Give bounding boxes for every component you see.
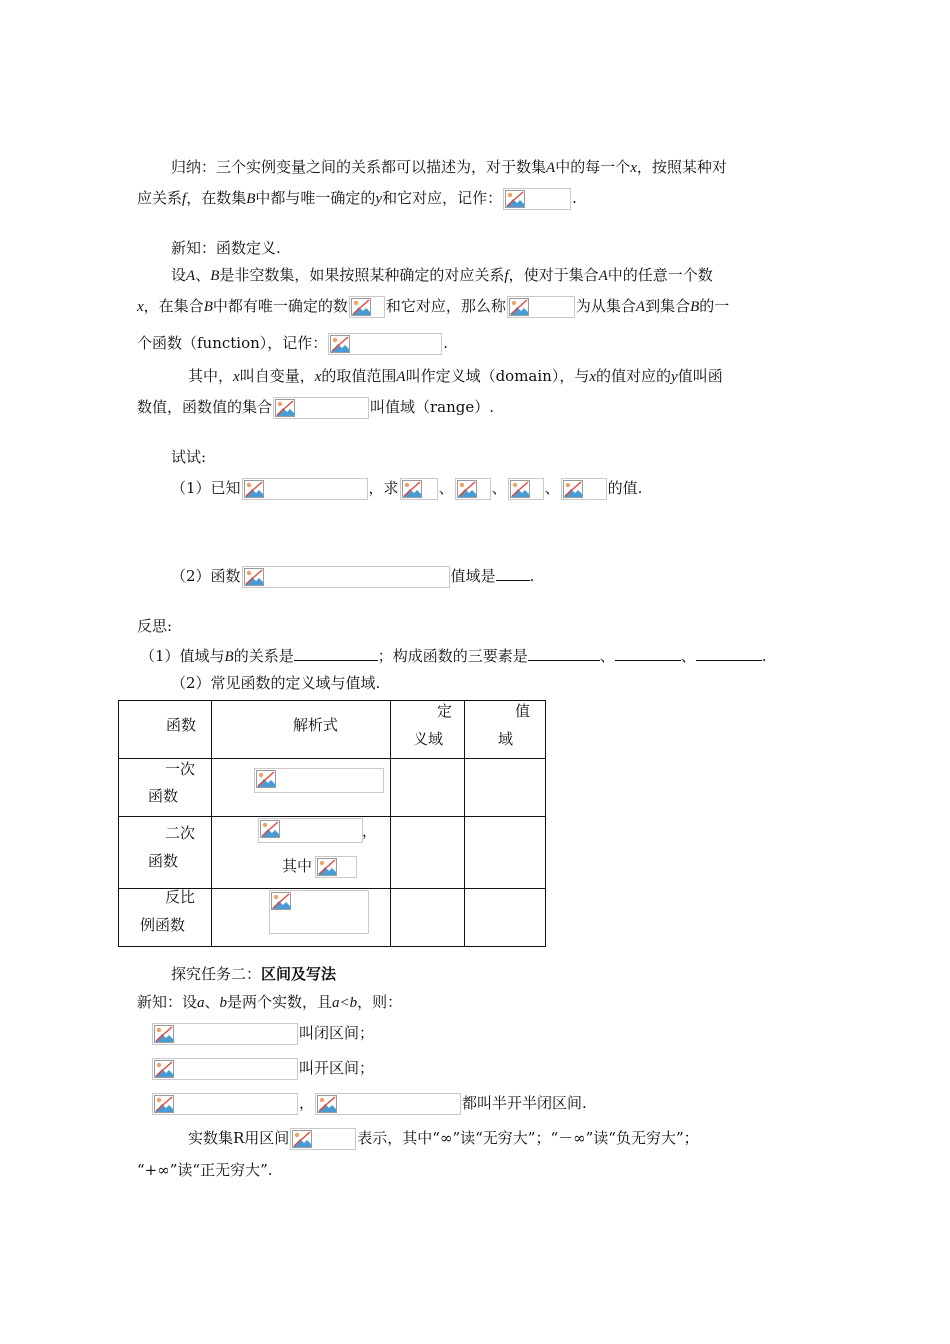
text: 、 <box>680 647 696 665</box>
var-y: y <box>671 369 678 385</box>
picture-glyph <box>509 298 529 316</box>
text: ，使对于集合 <box>508 266 599 284</box>
header-range-2: 域 <box>498 730 514 748</box>
var-a: A <box>546 160 556 176</box>
text: 中的每一个 <box>555 158 631 176</box>
var-x: x <box>233 369 240 385</box>
definition-line1 <box>171 265 713 286</box>
var-a: A <box>396 369 406 385</box>
var-x: x <box>137 299 144 315</box>
text: 和它对应，记作： <box>382 189 503 207</box>
broken-image-icon <box>242 566 450 588</box>
closed-interval-line <box>151 1023 374 1045</box>
reflect-question-2: （2）常见函数的定义域与值域. <box>171 674 381 692</box>
row-name-1: 反比 <box>165 888 196 906</box>
text: 中都有唯一确定的数 <box>212 297 348 315</box>
text: （2）函数 <box>171 567 241 585</box>
text: 的值对应的 <box>596 367 672 385</box>
definition-line3 <box>137 333 448 355</box>
row-name-2: 例函数 <box>140 916 186 934</box>
half-open-interval-line <box>151 1093 587 1115</box>
answer-blank[interactable] <box>528 646 600 661</box>
var-a: A <box>598 268 608 284</box>
picture-glyph <box>510 480 530 498</box>
var-y: y <box>375 191 383 207</box>
text: . <box>761 647 767 665</box>
text: ， <box>299 1094 315 1112</box>
table-row <box>119 889 546 947</box>
text: 、 <box>544 479 560 497</box>
text: 设 <box>171 266 187 284</box>
task2-intro <box>137 992 402 1013</box>
text: 其中， <box>188 367 234 385</box>
definition-line5 <box>137 397 494 419</box>
text: 、 <box>599 647 615 665</box>
broken-image-icon <box>273 397 369 419</box>
var-x: x <box>630 160 637 176</box>
text: 叫值域（range）. <box>370 398 495 416</box>
text: 表示，其中“∞”读“无穷大”；“－∞”读“负无穷大”； <box>357 1129 699 1147</box>
broken-image-icon <box>152 1058 298 1080</box>
broken-image-icon <box>152 1093 298 1115</box>
text: 是两个实数，且 <box>227 993 333 1011</box>
picture-glyph <box>457 480 477 498</box>
try-title: 试试: <box>171 448 207 466</box>
text: . <box>443 334 449 352</box>
text: 叫作定义域（domain），与 <box>405 367 590 385</box>
picture-glyph <box>317 1095 337 1113</box>
real-set-line2: “+∞”读“正无穷大”. <box>137 1161 273 1179</box>
text: 和它对应，那么称 <box>385 297 506 315</box>
text: 叫开区间； <box>299 1059 375 1077</box>
task2-title <box>171 964 336 984</box>
header-cell <box>391 701 465 759</box>
answer-blank[interactable] <box>696 646 762 661</box>
picture-glyph <box>154 1060 174 1078</box>
where-label: 其中 <box>282 857 313 875</box>
text: ，求 <box>368 479 399 497</box>
row-formula-cell <box>212 759 391 817</box>
para1-line1 <box>171 157 727 178</box>
picture-glyph <box>154 1025 174 1043</box>
row-name-cell <box>119 889 212 947</box>
text: ；构成函数的三要素是 <box>377 647 528 665</box>
var-x: x <box>589 369 596 385</box>
reflect-question-1 <box>140 646 767 667</box>
text: 、 <box>438 479 454 497</box>
header-function: 函数 <box>166 716 197 734</box>
para1-line2 <box>137 188 577 210</box>
text: 、 <box>204 993 220 1011</box>
header-range-1: 值 <box>515 702 531 720</box>
table-header-row <box>119 701 546 759</box>
definition-title: 新知：函数定义. <box>171 239 281 257</box>
var-a: A <box>186 268 196 284</box>
broken-image-icon <box>503 188 571 210</box>
row-name-cell <box>119 759 212 817</box>
text: 为从集合 <box>575 297 636 315</box>
picture-glyph <box>505 190 525 208</box>
row-name-1: 二次 <box>165 824 196 842</box>
broken-image-icon <box>269 890 369 934</box>
header-formula: 解析式 <box>293 716 339 734</box>
picture-glyph <box>275 399 295 417</box>
header-domain-2: 义域 <box>413 730 444 748</box>
text: ，按照某种对 <box>636 158 727 176</box>
picture-glyph <box>351 298 371 316</box>
broken-image-icon <box>258 818 363 843</box>
var-b: b <box>219 995 228 1011</box>
row-formula-cell <box>212 817 391 889</box>
text: 应关系 <box>137 189 183 207</box>
inequality: a<b <box>332 995 358 1011</box>
text: 实数集R用区间 <box>188 1129 290 1147</box>
var-b: B <box>690 299 700 315</box>
broken-image-icon <box>507 296 575 318</box>
var-x: x <box>314 369 322 385</box>
var-a: A <box>635 299 646 315</box>
text: 值叫函 <box>677 367 723 385</box>
header-cell <box>212 701 391 759</box>
text: 是非空数集，如果按照某种确定的对应关系 <box>219 266 505 284</box>
var-f: f <box>182 191 187 207</box>
broken-image-icon <box>242 478 368 500</box>
row-range-cell <box>465 817 546 889</box>
row-name-cell <box>119 817 212 889</box>
var-b: B <box>210 268 220 284</box>
open-interval-line <box>151 1058 374 1080</box>
picture-glyph <box>402 480 422 498</box>
var-b: B <box>246 191 256 207</box>
header-cell <box>119 701 212 759</box>
answer-blank[interactable] <box>294 646 378 661</box>
header-cell <box>465 701 546 759</box>
header-domain-1: 定 <box>437 702 453 720</box>
try-question-2 <box>171 566 534 588</box>
row-domain-cell <box>391 759 465 817</box>
real-set-line1 <box>188 1128 699 1150</box>
text: 叫闭区间； <box>299 1024 375 1042</box>
table-row <box>119 817 546 889</box>
picture-glyph <box>256 770 276 788</box>
picture-glyph <box>330 335 350 353</box>
row-formula-cell <box>212 889 391 947</box>
var-b: B <box>224 649 234 665</box>
var-a: a <box>197 995 205 1011</box>
picture-glyph <box>244 568 264 586</box>
answer-blank[interactable] <box>496 566 530 581</box>
row-domain-cell <box>391 889 465 947</box>
row-range-cell <box>465 889 546 947</box>
broken-image-icon <box>152 1023 298 1045</box>
text: 的关系是 <box>233 647 294 665</box>
definition-line4 <box>188 366 723 387</box>
broken-image-icon <box>349 296 385 318</box>
text: 新知：设 <box>137 993 198 1011</box>
text: ，则： <box>357 993 403 1011</box>
broken-image-icon <box>290 1128 356 1150</box>
text: ，在集合 <box>143 297 204 315</box>
text: 归纳：三个实例变量之间的关系都可以描述为，对于数集 <box>171 158 547 176</box>
picture-glyph <box>244 480 264 498</box>
broken-image-icon <box>561 478 607 500</box>
text: 探究任务二： <box>171 965 262 983</box>
row-range-cell <box>465 759 546 817</box>
table-row <box>119 759 546 817</box>
text: ，在数集 <box>186 189 247 207</box>
try-question-1 <box>171 478 642 500</box>
row-domain-cell <box>391 817 465 889</box>
row-name-1: 一次 <box>165 760 196 778</box>
var-b: B <box>203 299 213 315</box>
broken-image-icon <box>315 1093 461 1115</box>
text: 的取值范围 <box>321 367 397 385</box>
task2-title-bold: 区间及写法 <box>261 965 337 983</box>
text: . <box>572 189 577 207</box>
picture-glyph <box>563 480 583 498</box>
text: 的值. <box>607 479 643 497</box>
broken-image-icon <box>508 478 544 500</box>
broken-image-icon <box>400 478 438 500</box>
text: 数值，函数值的集合 <box>137 398 273 416</box>
picture-glyph <box>260 820 280 838</box>
broken-image-icon <box>455 478 491 500</box>
text: 、 <box>491 479 507 497</box>
text: 中都与唯一确定的 <box>255 189 376 207</box>
text: 都叫半开半闭区间. <box>462 1094 587 1112</box>
row-name-2: 函数 <box>148 787 179 805</box>
var-f: f <box>504 268 509 284</box>
answer-blank[interactable] <box>615 646 681 661</box>
picture-glyph <box>271 892 291 910</box>
text: 叫自变量， <box>239 367 315 385</box>
text: 个函数（function），记作： <box>137 334 328 352</box>
text: （1）值域与 <box>140 647 225 665</box>
comma: ， <box>362 822 378 840</box>
picture-glyph <box>292 1130 312 1148</box>
text: . <box>529 567 535 585</box>
reflect-title: 反思: <box>137 617 173 635</box>
definition-line2 <box>137 296 729 318</box>
row-name-2: 函数 <box>148 852 179 870</box>
picture-glyph <box>154 1095 174 1113</box>
text: 、 <box>195 266 211 284</box>
function-table <box>118 700 546 947</box>
text: 值域是 <box>450 567 496 585</box>
broken-image-icon <box>328 333 442 355</box>
picture-glyph <box>317 858 337 876</box>
text: 中的任意一个数 <box>607 266 713 284</box>
text: 的一 <box>699 297 730 315</box>
text: 到集合 <box>645 297 691 315</box>
text: （1）已知 <box>171 479 241 497</box>
broken-image-icon <box>315 856 357 878</box>
broken-image-icon <box>254 768 384 793</box>
